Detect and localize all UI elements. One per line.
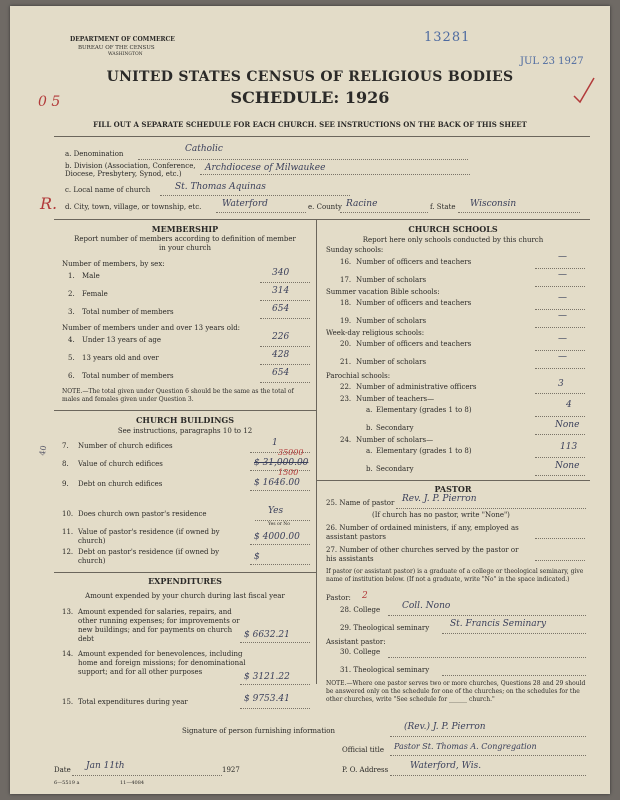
q8-number: 8.	[62, 460, 69, 468]
address-label: P. O. Address	[342, 766, 389, 774]
form-subtitle: SCHEDULE: 1926	[230, 88, 390, 107]
q8-value: $ 31,000.00	[254, 458, 309, 468]
schools-intro: Report here only schools conducted by this church	[362, 236, 544, 244]
q24b-value: None	[555, 461, 580, 471]
pastor-note: NOTE.—Where one pastor serves two or more churches, Questions 28 and 29 should be answered only on the schedule for one of the churches; on the schedules for the other churches, write "See schedule for ______ church."	[326, 680, 586, 703]
department-name: DEPARTMENT OF COMMERCE	[70, 36, 175, 43]
q21-number: 21.	[340, 358, 352, 366]
q4-number: 4.	[68, 336, 75, 344]
q25-value: Rev. J. P. Pierron	[402, 494, 477, 504]
q18-value: —	[558, 293, 567, 303]
q3-number: 3.	[68, 308, 75, 316]
city-label: d. City, town, village, or township, etc.	[65, 203, 202, 211]
q12-number: 12.	[62, 548, 74, 556]
q24-number: 24.	[340, 436, 352, 444]
check-mark-icon	[570, 76, 600, 106]
q15-value: $ 9753.41	[244, 694, 290, 704]
bureau-name: BUREAU OF THE CENSUS	[78, 45, 155, 51]
city-name: WASHINGTON	[108, 52, 143, 57]
expenditures-intro: Amount expended by your church during last fiscal year	[85, 592, 285, 600]
q10-value: Yes	[268, 506, 284, 516]
county-value: Racine	[346, 199, 378, 209]
q23a-value: 4	[566, 400, 572, 410]
q11-number: 11.	[62, 528, 74, 536]
q9-value: $ 1646.00	[254, 478, 300, 488]
q22-number: 22.	[340, 383, 352, 391]
q13-label: Amount expended for salaries, repairs, and other running expenses; for improvements or new buildings; and for payments on church debt	[78, 608, 240, 643]
local-name-value: St. Thomas Aquinas	[175, 182, 266, 192]
sex-subheading: Number of members, by sex:	[62, 260, 165, 268]
q8-label: Value of church edifices	[78, 460, 163, 468]
q23-label: Number of teachers—	[356, 395, 435, 403]
q17-label: Number of scholars	[356, 276, 427, 284]
q14-number: 14.	[62, 650, 74, 658]
signature-label: Signature of person furnishing information	[182, 727, 336, 735]
q18-label: Number of officers and teachers	[356, 299, 472, 307]
q5-number: 5.	[68, 354, 75, 362]
local-name-label: c. Local name of church	[65, 186, 151, 194]
division-label: b. Division (Association, Conference, Diocese, Presbytery, Synod, etc.)	[65, 162, 196, 178]
date-label: Date	[54, 766, 71, 774]
age-subheading: Number of members under and over 13 years old:	[62, 324, 241, 332]
q6-value: 654	[272, 368, 290, 378]
q2-value: 314	[272, 286, 290, 296]
q19-value: —	[558, 311, 567, 321]
membership-intro: Report number of members according to definition of member in your church	[74, 235, 296, 252]
signature-value: (Rev.) J. P. Pierron	[404, 722, 486, 732]
q16-value: —	[558, 252, 567, 262]
form-title: UNITED STATES CENSUS OF RELIGIOUS BODIES	[106, 69, 514, 85]
margin-mark: 0 5	[38, 94, 61, 110]
q24a-letter: a.	[366, 447, 373, 455]
q4-label: Under 13 years of age	[82, 336, 161, 344]
q11-value: $ 4000.00	[254, 532, 300, 542]
q25-label: 25. Name of pastor	[326, 499, 395, 507]
division-value: Archdiocese of Milwaukee	[205, 163, 326, 173]
q19-label: Number of scholars	[356, 317, 427, 325]
state-value: Wisconsin	[470, 199, 517, 209]
denomination-value: Catholic	[185, 144, 223, 154]
q15-number: 15.	[62, 698, 74, 706]
q5-value: 428	[272, 350, 290, 360]
q21-label: Number of scholars	[356, 358, 427, 366]
q22-value: 3	[558, 379, 564, 389]
pastor-subheading: Pastor:	[326, 594, 351, 602]
q29-label: 29. Theological seminary	[340, 624, 430, 632]
q3-value: 654	[272, 304, 290, 314]
q20-label: Number of officers and teachers	[356, 340, 472, 348]
q24a-value: 113	[560, 442, 578, 452]
pastor-heading: PASTOR	[434, 484, 472, 494]
q5-label: 13 years old and over	[82, 354, 159, 362]
q10-label: Does church own pastor's residence	[78, 510, 207, 518]
parochial-subheading: Parochial schools:	[326, 372, 391, 380]
q16-number: 16.	[340, 258, 352, 266]
q27-label: 27. Number of other churches served by the pastor or his assistants	[326, 546, 519, 563]
q10-number: 10.	[62, 510, 74, 518]
q2-number: 2.	[68, 290, 75, 298]
q2-label: Female	[82, 290, 108, 298]
official-title-label: Official title	[342, 746, 384, 754]
q20-number: 20.	[340, 340, 352, 348]
city-value: Waterford	[222, 199, 268, 209]
q12-value: $	[254, 552, 260, 562]
instruction-line: FILL OUT A SEPARATE SCHEDULE FOR EACH CHURCH. SEE INSTRUCTIONS ON THE BACK OF THIS SHEET	[93, 120, 527, 129]
margin-r-mark: R.	[40, 194, 58, 213]
q13-number: 13.	[62, 608, 74, 616]
q17-value: —	[558, 270, 567, 280]
q9-revision: 1500	[278, 468, 299, 477]
q30-label: 30. College	[340, 648, 381, 656]
q6-label: Total number of members	[82, 372, 174, 380]
q26-label: 26. Number of ordained ministers, if any, employed as assistant pastors	[326, 524, 519, 541]
q14-value: $ 3121.22	[244, 672, 290, 682]
q21-value: —	[558, 352, 567, 362]
membership-note: NOTE.—The total given under Question 6 should be the same as the total of males and females given under Question 3.	[62, 388, 294, 403]
membership-heading: MEMBERSHIP	[151, 224, 219, 234]
q23a-label: Elementary (grades 1 to 8)	[376, 406, 472, 414]
q17-number: 17.	[340, 276, 352, 284]
margin-note: 40	[37, 444, 49, 457]
q6-number: 6.	[68, 372, 75, 380]
q23b-value: None	[555, 420, 580, 430]
q23-number: 23.	[340, 395, 352, 403]
q19-number: 19.	[340, 317, 352, 325]
county-label: e. County	[308, 203, 342, 211]
yes-no-hint: Yes or No	[268, 522, 290, 527]
q28-label: 28. College	[340, 606, 381, 614]
sunday-subheading: Sunday schools:	[326, 246, 384, 254]
buildings-heading: CHURCH BUILDINGS	[136, 415, 234, 425]
q23b-label: Secondary	[376, 424, 414, 432]
print-number: 11—4084	[120, 780, 145, 786]
q22-label: Number of administrative officers	[356, 383, 477, 391]
q12-label: Debt on pastor's residence (if owned by church)	[78, 548, 220, 565]
pastor-mark: 2	[362, 591, 368, 601]
date-value: Jan 11th	[86, 761, 125, 771]
q13-value: $ 6632.21	[244, 630, 290, 640]
year-value: 1927	[222, 766, 240, 774]
serial-number: 13281	[424, 30, 471, 45]
q23a-letter: a.	[366, 406, 373, 414]
q9-label: Debt on church edifices	[78, 480, 163, 488]
q25-note: (If church has no pastor, write "None")	[372, 511, 510, 519]
vacation-subheading: Summer vacation Bible schools:	[326, 288, 440, 296]
q11-label: Value of pastor's residence (if owned by church)	[78, 528, 220, 545]
q23b-letter: b.	[366, 424, 373, 432]
assistant-subheading: Assistant pastor:	[326, 638, 386, 646]
q7-number: 7.	[62, 442, 69, 450]
q8-revision: 35000	[278, 448, 304, 457]
q1-number: 1.	[68, 272, 75, 280]
graduate-note: If pastor (or assistant pastor) is a graduate of a college or theological seminary, give name of institution below. (If not a graduate, write "No" in the space indicated.)	[326, 568, 584, 583]
buildings-intro: See instructions, paragraphs 10 to 12	[117, 427, 253, 435]
q24b-letter: b.	[366, 465, 373, 473]
q31-label: 31. Theological seminary	[340, 666, 430, 674]
q24b-label: Secondary	[376, 465, 414, 473]
q7-value: 1	[272, 438, 278, 448]
q4-value: 226	[272, 332, 290, 342]
denomination-label: a. Denomination	[65, 150, 124, 158]
q14-label: Amount expended for benevolences, including home and foreign missions; for denominational support; and for all other purposes	[78, 650, 246, 676]
q24-label: Number of scholars—	[356, 436, 434, 444]
q9-number: 9.	[62, 480, 69, 488]
received-date-stamp: JUL 23 1927	[520, 56, 584, 67]
q7-label: Number of church edifices	[78, 442, 173, 450]
q24a-label: Elementary (grades 1 to 8)	[376, 447, 472, 455]
q3-label: Total number of members	[82, 308, 174, 316]
q16-label: Number of officers and teachers	[356, 258, 472, 266]
address-value: Waterford, Wis.	[410, 761, 482, 771]
q20-value: —	[558, 334, 567, 344]
census-schedule-page	[10, 6, 610, 794]
q15-label: Total expenditures during year	[78, 698, 188, 706]
expenditures-heading: EXPENDITURES	[148, 576, 222, 586]
state-label: f. State	[430, 203, 456, 211]
q1-value: 340	[272, 268, 290, 278]
q29-value: St. Francis Seminary	[450, 619, 547, 629]
schools-heading: CHURCH SCHOOLS	[408, 224, 498, 234]
q18-number: 18.	[340, 299, 352, 307]
q28-value: Coll. Nono	[402, 601, 451, 611]
q1-label: Male	[82, 272, 100, 280]
official-title-value: Pastor St. Thomas A. Congregation	[394, 742, 537, 751]
form-number: 6—5519 a	[54, 780, 80, 786]
weekday-subheading: Week-day religious schools:	[326, 329, 425, 337]
